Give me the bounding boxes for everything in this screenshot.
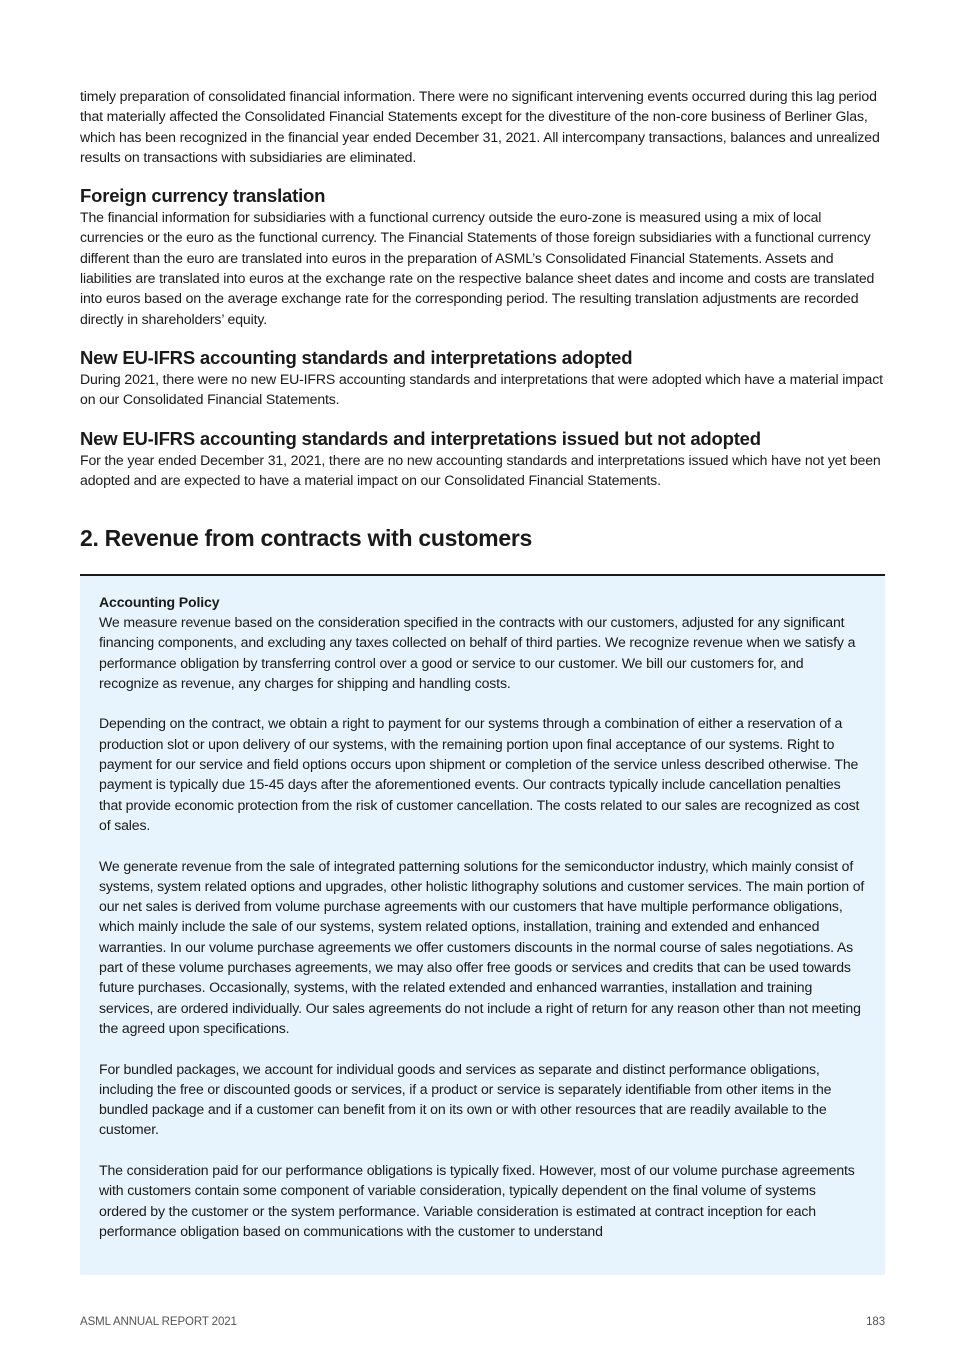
report-title: ASML ANNUAL REPORT 2021 — [80, 1316, 237, 1328]
section-standards-not-adopted — [80, 428, 885, 491]
policy-paragraph: We measure revenue based on the consideration specified in the contracts with our customers, adjusted for any significant financing components, and excluding any taxes collected on behalf of third parties. We recognize revenue when we satisfy a performance obligation by transferring control over a good or service to our customer. We bill our customers for, and recognize as revenue, any charges for shipping and handling costs. — [99, 614, 856, 691]
document-body — [80, 86, 885, 490]
section-heading: Foreign currency translation — [80, 185, 326, 207]
accounting-policy-box — [80, 576, 885, 1275]
intro-paragraph: timely preparation of consolidated financial information. There were no significant intervening events occurred during this lag period that materially affected the Consolidated Financial Statements except for the divestiture of the non-core business of Berliner Glas, which has been recognized in the financial year ended December 31, 2021. All intercompany transactions, balances and unrealized results on transactions with subsidiaries are eliminated. — [80, 88, 880, 165]
section-heading: New EU-IFRS accounting standards and interpretations adopted — [80, 346, 633, 368]
policy-paragraph: Depending on the contract, we obtain a right to payment for our systems through a combination of either a reservation of a production slot or upon delivery of our systems, with the remaining portion upon final acceptance of our systems. Right to payment for our service and field options occurs upon shipment or completion of the service unless described otherwise. The payment is typically due 15-45 days after the aforementioned events. Our contracts typically include cancellation penalties that provide economic protection from the risk of customer cancellation. The costs related to our sales are recognized as cost of sales. — [99, 715, 860, 833]
chapter-heading-wrap — [80, 524, 532, 552]
policy-paragraph: The consideration paid for our performance obligations is typically fixed. However, most of our volume purchase agreements with customers contain some component of variable consideration, typically dependent on the final volume of systems ordered by the customer or the system performance. Variable consideration is estimated at contract inception for each performance obligation based on communications with the customer to understand — [99, 1162, 855, 1239]
page-number: 183 — [866, 1316, 885, 1328]
policy-paragraph: We generate revenue from the sale of integrated patterning solutions for the semiconductor industry, which mainly consist of systems, system related options and upgrades, other holistic lithography solutions and customer services. The main portion of our net sales is derived from volume purchase agreements with our customers that have multiple performance obligations, which mainly include the sale of our systems, system related options, installation, training and extended and enhanced warranties. In our volume purchase agreements we offer customers discounts in the normal course of sales negotiations. As part of these volume purchases agreements, we may also offer free goods or services and credits that can be used towards future purchases. Occasionally, systems, with the related extended and enhanced warranties, installation and training services, are ordered individually. Our sales agreements do not include a right of return for any reason other than not meeting the agreed upon specifications. — [99, 857, 865, 1036]
policy-paragraph: For bundled packages, we account for individual goods and services as separate and distinct performance obligations, including the free or discounted goods or services, if a product or service is separately identifiable from other items in the bundled package and if a customer can benefit from it on its own or with other resources that are readily available to the customer. — [99, 1060, 832, 1138]
section-standards-adopted — [80, 347, 885, 410]
section-foreign-currency — [80, 185, 885, 329]
section-body: During 2021, there were no new EU-IFRS accounting standards and interpretations that were adopted which have a material impact on our Consolidated Financial Statements. — [80, 370, 883, 408]
section-body: For the year ended December 31, 2021, there are no new accounting standards and interpretations issued which have not yet been adopted and are expected to have a material impact on our Consolidated Financial Statements. — [80, 451, 881, 488]
chapter-title: 2. Revenue from contracts with customers — [80, 525, 532, 551]
section-heading: New EU-IFRS accounting standards and interpretations issued but not adopted — [80, 427, 761, 449]
accounting-policy-heading: Accounting Policy — [99, 594, 220, 610]
section-body: The financial information for subsidiaries with a functional currency outside the euro-zone is measured using a mix of local currencies or the euro as the functional currency. The Financial Statements of those foreign subsidiaries with a functional currency different than the euro are translated into euros in the preparation of ASML’s Consolidated Financial Statements. Assets and liabilities are translated into euros at the exchange rate on the respective balance sheet dates and income and costs are translated into euros based on the average exchange rate for the corresponding period. The resulting translation adjustments are recorded directly in shareholders’ equity. — [80, 209, 875, 327]
page-footer — [80, 1316, 885, 1328]
